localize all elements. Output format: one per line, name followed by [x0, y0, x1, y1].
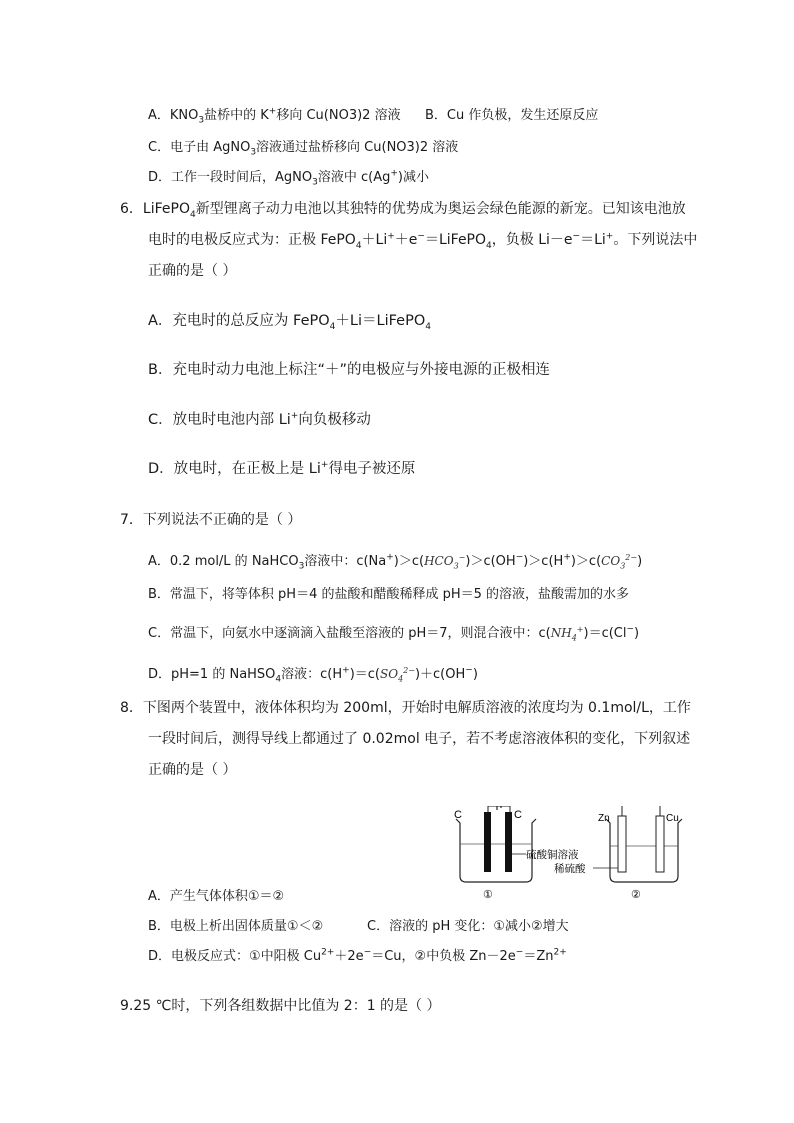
q7-option-b: B．常温下，将等体积 pH＝4 的盐酸和醋酸稀释成 pH＝5 的溶液，盐酸需加的水多: [148, 587, 630, 602]
q5-option-d: D．工作一段时间后，AgNO$_3$溶液中 c(Ag+)减小: [148, 168, 429, 188]
svg-text:C: C: [454, 809, 462, 821]
carbon-electrode-right: [505, 812, 512, 872]
svg-text:Zn: Zn: [598, 813, 610, 824]
svg-text:②: ②: [631, 889, 641, 901]
q5-option-a: A．$KNO_3$盐桥中的 K+移向 Cu(NO3)2 溶液: [148, 106, 401, 126]
q7-option-d: D．pH=1 的 NaHSO$_4$溶液：$c(H^+)=c(SO_4^{2-})+c(OH^-)$: [148, 665, 478, 685]
h2so4-label: 稀硫酸: [554, 863, 586, 875]
q8-option-d: D．电极反应式：①中阳极 $Cu^{2+}+2e^-=Cu$，②中负极 $Zn-2e^-=Zn^{2+}$: [148, 947, 567, 964]
q6-stem-line-1: 6．LiFePO$_4$新型锂离子动力电池以其独特的优势成为奥运会绿色能源的新宠。已知该电池放: [120, 201, 686, 220]
cuso4-label: 硫酸铜溶液: [526, 849, 579, 861]
electrolysis-apparatus-figure: [450, 806, 690, 906]
svg-text:C: C: [514, 809, 522, 821]
q6-option-b: B．充电时动力电池上标注“＋”的电极应与外接电源的正极相连: [148, 362, 550, 378]
apparatus-2: [598, 806, 682, 901]
q6-option-a: A．充电时的总反应为 FePO$_4$＋Li＝LiFePO$_4$: [148, 313, 431, 332]
q8-option-a: A．产生气体体积①＝②: [148, 889, 285, 904]
svg-text:Cu: Cu: [666, 813, 679, 824]
q5-option-b: B．Cu 作负极，发生还原反应: [425, 108, 599, 123]
q7-option-a: A．0.2 mol/L 的 NaHCO$_3$溶液中：$c(Na^+)>c(HCO_3^-)>c(OH^-)>c(H^+)>c(CO_3^{2-})$: [148, 552, 643, 572]
carbon-electrode-left: [484, 812, 491, 872]
q6-stem-line-3: 正确的是（ ）: [148, 263, 237, 279]
q9-stem: 9.25 ℃时，下列各组数据中比值为 2：1 的是（ ）: [120, 998, 441, 1014]
apparatus-1: [454, 806, 536, 901]
nh4-formula-image: $NH_4^+$: [550, 625, 584, 643]
svg-text:①: ①: [483, 889, 493, 901]
q7-stem: 7．下列说法不正确的是（ ）: [120, 512, 302, 528]
zinc-electrode: [618, 816, 626, 872]
q6-option-c: C．放电时电池内部 Li+向负极移动: [148, 411, 371, 428]
q8-option-c: C．溶液的 pH 变化：①减小②增大: [367, 919, 569, 934]
q6-stem-line-2: 电时的电极反应式为：正极 FePO$_4$＋Li+＋e−＝LiFePO$_4$，负极 Li－e−＝Li+。下列说法中: [148, 231, 698, 251]
copper-electrode: [656, 816, 664, 872]
q8-option-b: B．电极上析出固体质量①＜②: [148, 919, 324, 934]
q8-stem-line-3: 正确的是（ ）: [148, 762, 237, 778]
q8-stem-line-1: 8．下图两个装置中，液体体积均为 200ml，开始时电解质溶液的浓度均为 0.1mol/L，工作: [120, 700, 691, 716]
q7-option-c: C．常温下，向氨水中逐滴滴入盐酸至溶液的 pH＝7，则混合液中：$c(NH_4^+)=c(Cl^-)$: [148, 624, 640, 643]
so4-formula-image: $SO_4^{2-}$: [380, 666, 415, 684]
co3-formula-image: $CO_3^{2-}$: [601, 553, 638, 571]
q6-option-d: D．放电时，在正极上是 Li+得电子被还原: [148, 460, 416, 477]
q5-option-c: C．电子由 AgNO$_3$溶液通过盐桥移向 Cu(NO3)2 溶液: [148, 140, 459, 158]
q8-stem-line-2: 一段时间后，测得导线上都通过了 0.02mol 电子，若不考虑溶液体积的变化，下列叙述: [148, 731, 691, 747]
hco3-formula-image: $HCO_3^-$: [424, 553, 466, 571]
